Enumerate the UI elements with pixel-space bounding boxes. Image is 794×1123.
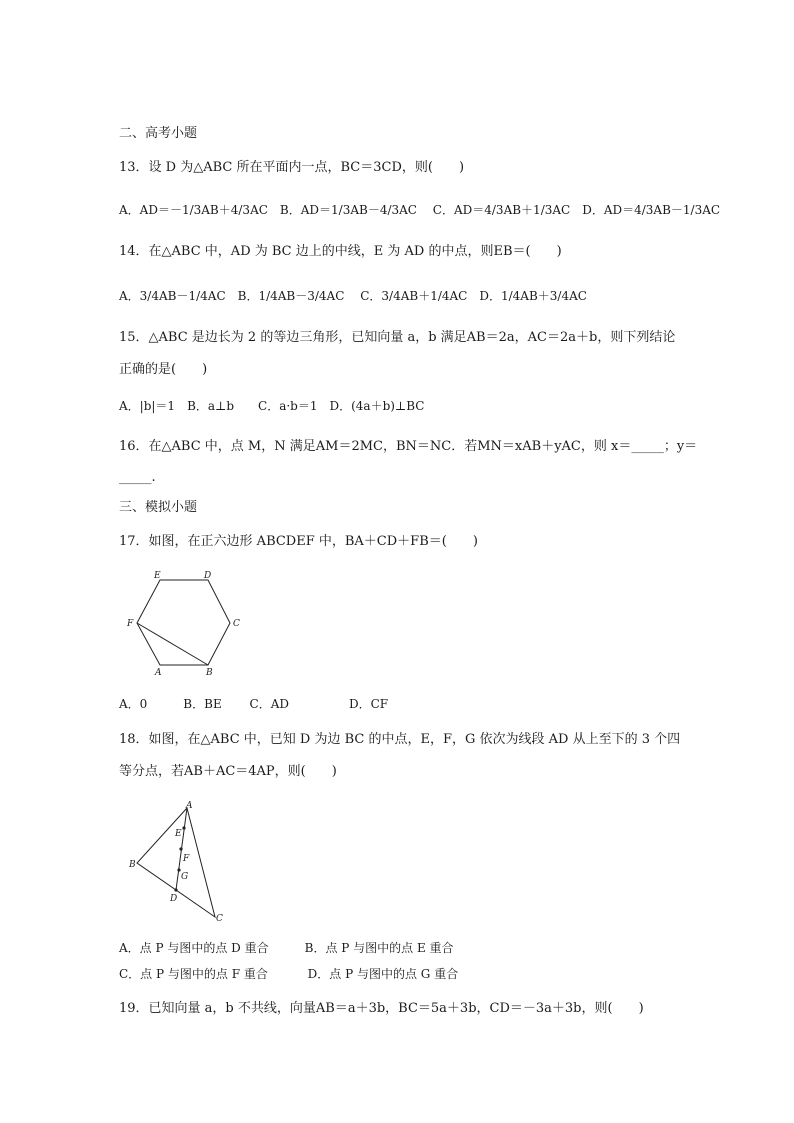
q14-stem: 14．在△ABC 中，AD 为 BC 边上的中线，E 为 AD 的中点，则EB＝( )	[119, 244, 562, 259]
segment-fb	[137, 623, 208, 665]
point-d	[174, 888, 177, 891]
hexagon-outline	[137, 580, 230, 665]
q17-options: A．0 B．BE C．AD D．CF	[119, 697, 389, 711]
hexagon-figure	[125, 568, 245, 678]
q13-stem: 13．设 D 为△ABC 所在平面内一点，BC＝3CD，则( )	[119, 160, 465, 175]
label-f: F	[183, 854, 190, 864]
q15-options: A．|b|＝1 B．a⊥b C．a·b＝1 D．(4a＋b)⊥BC	[119, 399, 425, 413]
q15-stem-line1: 15．△ABC 是边长为 2 的等边三角形，已知向量 a，b 满足AB＝2a，AC＝2a＋b，则下列结论	[119, 330, 676, 345]
q18-stem-line2: 等分点，若AB＋AC＝4AP，则( )	[119, 764, 337, 779]
label-b: B	[206, 668, 213, 678]
label-d: D	[170, 894, 178, 904]
q19-stem: 19．已知向量 a，b 不共线，向量AB＝a＋3b，BC＝5a＋3b，CD＝－3a＋3b，则( )	[119, 1001, 644, 1016]
q18-option-line1: A．点 P 与图中的点 D 重合 B．点 P 与图中的点 E 重合	[119, 941, 454, 955]
q18-option-line2: C．点 P 与图中的点 F 重合 D．点 P 与图中的点 G 重合	[119, 967, 459, 981]
triangle-figure	[125, 800, 235, 925]
label-e: E	[175, 829, 182, 839]
q17-stem: 17．如图，在正六边形 ABCDEF 中，BA＋CD＋FB＝( )	[119, 534, 478, 549]
label-f: F	[127, 619, 134, 629]
q18-stem-line1: 18．如图，在△ABC 中，已知 D 为边 BC 的中点，E，F，G 依次为线段 AD 从上至下的 3 个四	[119, 732, 681, 747]
q16-stem-line2: _____.	[119, 470, 156, 485]
section-heading-gaokao: 二、高考小题	[119, 126, 198, 141]
label-c: C	[233, 619, 240, 629]
label-b: B	[129, 860, 136, 870]
label-g: G	[181, 872, 189, 882]
section-heading-moni: 三、模拟小题	[119, 500, 198, 515]
label-d: D	[204, 571, 212, 581]
q14-options: A．3/4AB－1/4AC B．1/4AB－3/4AC C．3/4AB＋1/4AC D．1/4AB＋3/4AC	[119, 289, 587, 303]
label-a: A	[186, 801, 193, 811]
label-a: A	[155, 668, 162, 678]
point-f	[179, 847, 182, 850]
point-e	[182, 826, 185, 829]
q15-stem-line2: 正确的是( )	[119, 362, 208, 377]
label-c: C	[216, 914, 223, 924]
q13-options: A．AD＝－1/3AB＋4/3AC B．AD＝1/3AB－4/3AC C．AD＝4/3AB＋1/3AC D．AD＝4/3AB－1/3AC	[119, 203, 721, 217]
q16-stem-line1: 16．在△ABC 中，点 M，N 满足AM＝2MC，BN＝NC．若MN＝xAB＋yAC，则 x＝_____；y＝	[119, 439, 698, 454]
label-e: E	[154, 571, 161, 581]
